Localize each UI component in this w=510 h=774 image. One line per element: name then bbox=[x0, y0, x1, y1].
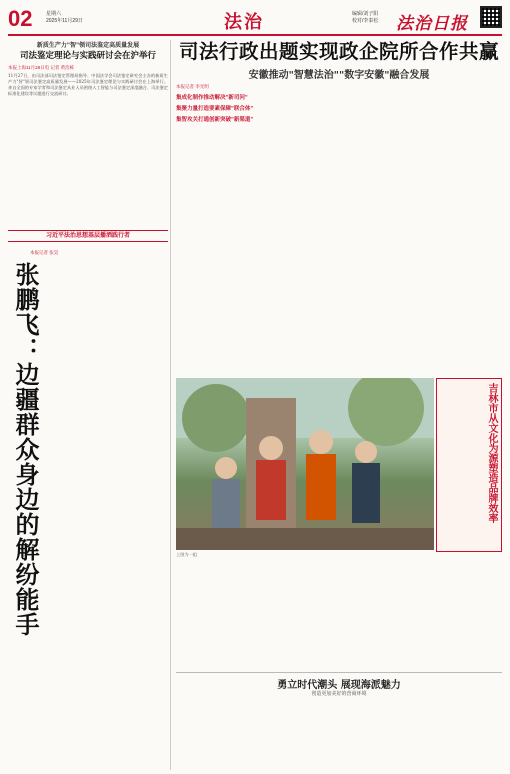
issue-date: 2025年11月29日 bbox=[46, 18, 83, 24]
column-banner: 习近平法治思想基层播洒践行者 bbox=[8, 230, 168, 242]
proofreader-line: 校对/李泰松 bbox=[352, 18, 379, 24]
page-header bbox=[8, 6, 502, 36]
news-photo bbox=[176, 378, 434, 550]
left-article-title: 司法鉴定理论与实践研讨会在沪举行 bbox=[19, 51, 156, 61]
column-divider bbox=[170, 40, 171, 770]
photo-illustration bbox=[176, 378, 434, 550]
issue-meta bbox=[46, 11, 83, 25]
bottom-article-subhead: 创造更加美好的营商环境 bbox=[311, 691, 367, 697]
sidebar-title: 吉林市从文化为源塑造品牌效率 bbox=[486, 383, 497, 523]
bottom-divider bbox=[176, 672, 502, 673]
photo-caption: 上图为一组 bbox=[176, 552, 197, 557]
editor-line: 编辑/刘子阳 bbox=[352, 11, 379, 17]
left-article-kicker: 新质生产力"智"领司法鉴定高质量发展 bbox=[36, 42, 140, 49]
main-article-subtitle: 安徽推动"智慧法治""数字安徽"融合发展 bbox=[248, 70, 430, 81]
main-subhead: 集聚力量打造要素保障"联合体" bbox=[176, 106, 254, 112]
issue-weekday: 星期六 bbox=[46, 11, 62, 17]
main-subhead: 集成化制作推动解决"新司问" bbox=[176, 95, 248, 101]
bottom-article-title: 勇立时代潮头 展现海派魅力 bbox=[277, 680, 401, 691]
left-article-body: 11月27日，由司法部司法鉴定管理局指导、中国法学会司法鉴定研究会主办的新质生产力"智"领司法鉴定高质量发展——2025年司法鉴定理论与实践研讨会在上海举行。来自全国的专家学者和司法鉴定从业人员围绕人工智能与司法鉴定深度融合、司法鉴定标准化建设等议题进行交流研讨。 bbox=[8, 73, 168, 96]
qr-code-icon bbox=[480, 6, 502, 28]
editor-credits bbox=[352, 11, 378, 25]
main-article-title: 司法行政出题实现政企院所合作共赢 bbox=[178, 40, 499, 63]
sidebar-article bbox=[436, 378, 502, 552]
profile-title: 张鹏飞：边疆群众身边的解纷能手 bbox=[11, 262, 39, 637]
header-rule bbox=[8, 34, 502, 36]
newspaper-logo: 法治日报 bbox=[396, 14, 468, 34]
profile-byline: 本报记者 张昊 bbox=[30, 250, 59, 255]
section-name: 法治 bbox=[224, 12, 264, 33]
main-article bbox=[176, 40, 502, 125]
main-subhead: 集智攻关打通创新突破"新渠道" bbox=[176, 117, 254, 123]
page-number: 02 bbox=[8, 6, 33, 31]
main-article-byline: 本报记者 李光明 bbox=[176, 84, 209, 89]
left-article-byline: 本报上海11月28日电 记者 黄浩栋 bbox=[8, 65, 75, 70]
